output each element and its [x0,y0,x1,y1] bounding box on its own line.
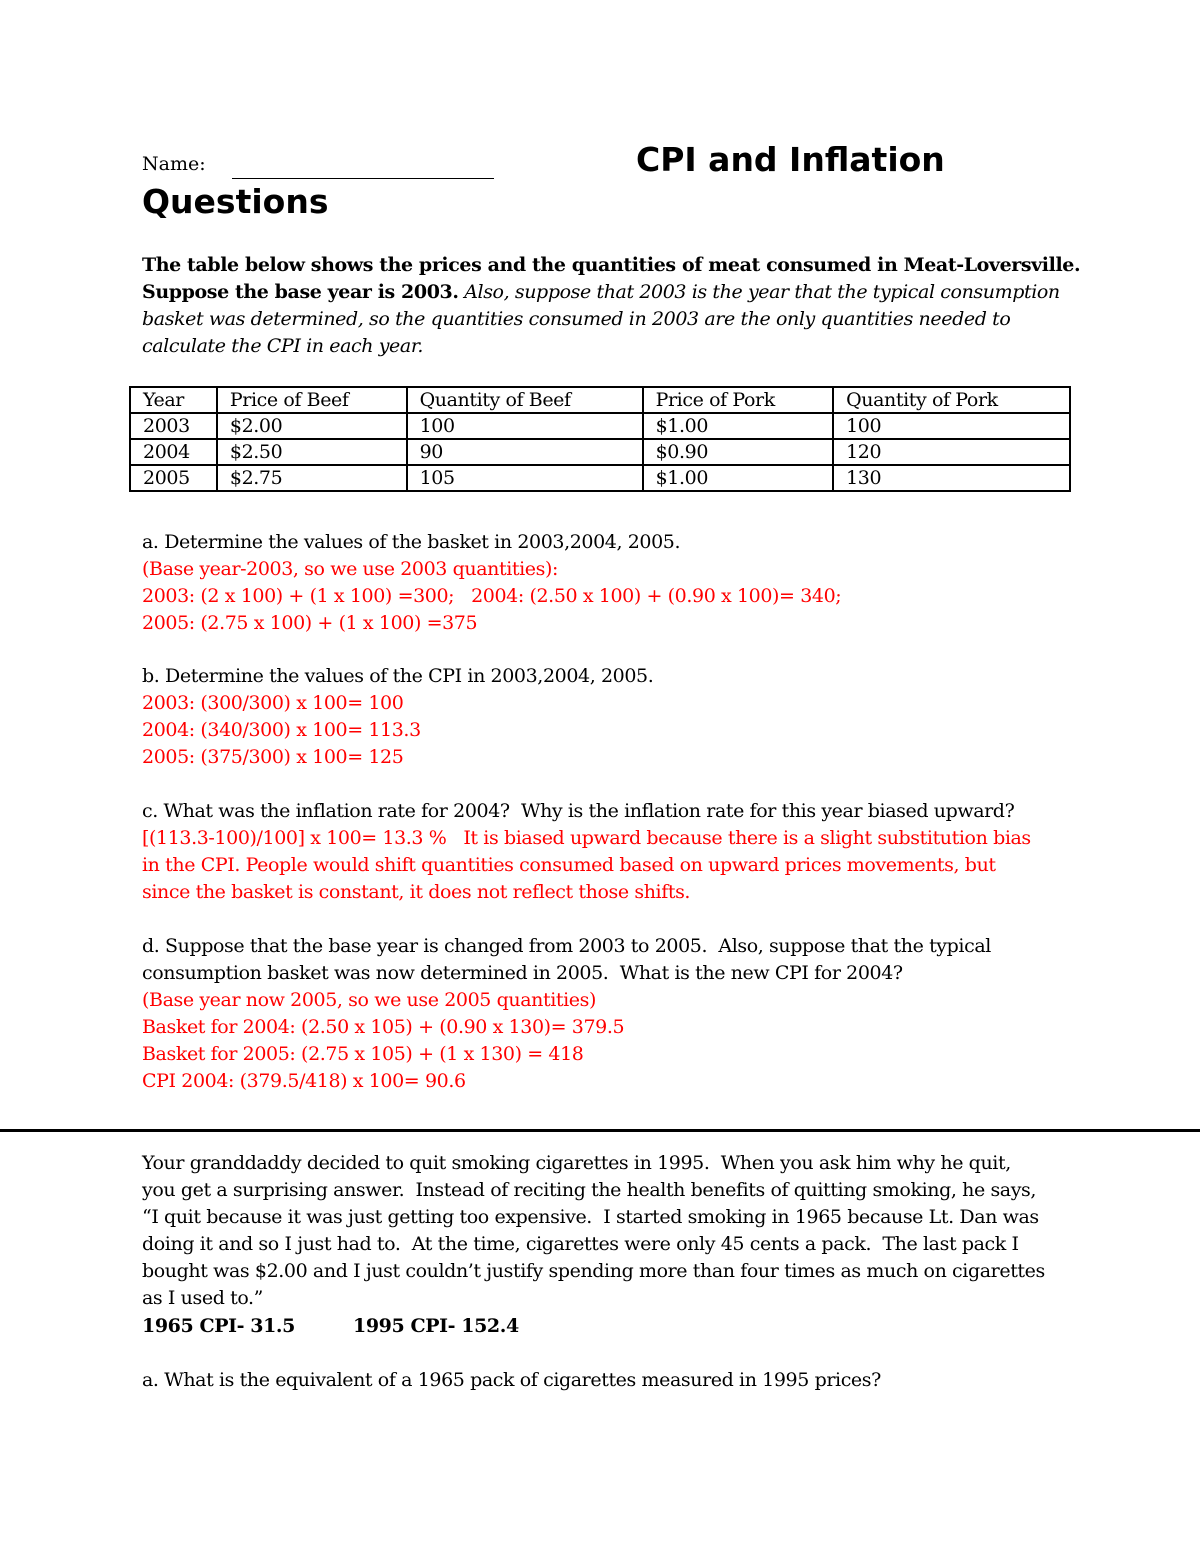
story-line: doing it and so I just had to. At the time, cigarettes were only 45 cents a pack. The last pack I [142,1233,1019,1255]
table-cell: 120 [833,439,1070,465]
page-title: CPI and Inflation [636,140,945,179]
question-a-section [142,529,1092,637]
story-line: you get a surprising answer. Instead of reciting the health benefits of quitting smoking, he says, [142,1179,1037,1201]
page-subtitle: Questions [142,182,329,221]
intro-bold-text: The table below shows the prices and the quantities of meat consumed in Meat-Loversville. Suppose the base year is 2003. [142,254,1081,303]
table-cell: 90 [407,439,643,465]
table-cell: $2.75 [217,465,407,491]
answer-a-line: (Base year-2003, so we use 2003 quantities): [142,558,559,580]
table-cell: 2003 [130,413,217,439]
answer-d-line: CPI 2004: (379.5/418) x 100= 90.6 [142,1070,466,1092]
table-cell: 2005 [130,465,217,491]
answer-b-line: 2005: (375/300) x 100= 125 [142,746,404,768]
story-line: “I quit because it was just getting too expensive. I started smoking in 1965 because Lt. Dan was [142,1206,1039,1228]
table-row [130,439,1070,465]
table-header-row [130,387,1070,413]
table-cell: $1.00 [643,413,833,439]
answer-a-line: 2003: (2 x 100) + (1 x 100) =300; 2004: (2.50 x 100) + (0.90 x 100)= 340; [142,585,842,607]
question-b-section [142,663,1092,771]
question-d-text: consumption basket was now determined in 2005. What is the new CPI for 2004? [142,962,903,984]
question-a-text: a. Determine the values of the basket in 2003,2004, 2005. [142,531,681,553]
story-line: Your granddaddy decided to quit smoking cigarettes in 1995. When you ask him why he quit, [142,1152,1011,1174]
table-header-cell: Year [130,387,217,413]
table-cell: $2.00 [217,413,407,439]
part2-question-a: a. What is the equivalent of a 1965 pack of cigarettes measured in 1995 prices? [142,1369,881,1391]
table-cell: 105 [407,465,643,491]
intro-paragraph [142,252,1092,360]
table-header-cell: Quantity of Pork [833,387,1070,413]
answer-b-line: 2004: (340/300) x 100= 113.3 [142,719,421,741]
answer-d-line: Basket for 2005: (2.75 x 105) + (1 x 130) = 418 [142,1043,584,1065]
table-row [130,465,1070,491]
intro-italic-text: Also, suppose that 2003 is the year that the typical consumption basket was determined, so the quantities consumed in 2003 are the only quantities needed to calculate the CPI in each year. [142,281,1060,357]
answer-c-line: since the basket is constant, it does not reflect those shifts. [142,881,691,903]
table-cell: $0.90 [643,439,833,465]
table-header-cell: Price of Beef [217,387,407,413]
table-cell: 130 [833,465,1070,491]
cpi-1995: 1995 CPI- 152.4 [353,1315,519,1337]
table-header-cell: Price of Pork [643,387,833,413]
name-blank-line[interactable] [232,178,494,179]
table-row [130,413,1070,439]
answer-d-line: Basket for 2004: (2.50 x 105) + (0.90 x 130)= 379.5 [142,1016,625,1038]
question-d-text: d. Suppose that the base year is changed from 2003 to 2005. Also, suppose that the typical [142,935,991,957]
section-divider [0,1129,1200,1132]
question-d-section [142,933,1092,1095]
table-cell: $2.50 [217,439,407,465]
story-line: bought was $2.00 and I just couldn’t justify spending more than four times as much on cigarettes [142,1260,1045,1282]
question-c-section [142,798,1092,906]
answer-c-line: [(113.3-100)/100] x 100= 13.3 % It is biased upward because there is a slight substitution bias [142,827,1031,849]
answer-c-line: in the CPI. People would shift quantities consumed based on upward prices movements, but [142,854,996,876]
answer-b-line: 2003: (300/300) x 100= 100 [142,692,404,714]
table-cell: $1.00 [643,465,833,491]
story-line: as I used to.” [142,1287,263,1309]
question-b-text: b. Determine the values of the CPI in 2003,2004, 2005. [142,665,654,687]
table-cell: 2004 [130,439,217,465]
table-cell: 100 [407,413,643,439]
question-c-text: c. What was the inflation rate for 2004? Why is the inflation rate for this year biased upward? [142,800,1015,822]
meat-price-table [129,386,1071,492]
cigarette-story [142,1150,1092,1312]
cpi-1965: 1965 CPI- 31.5 [142,1315,295,1337]
name-label: Name: [142,153,206,175]
table-cell: 100 [833,413,1070,439]
table-header-cell: Quantity of Beef [407,387,643,413]
answer-d-line: (Base year now 2005, so we use 2005 quantities) [142,989,597,1011]
answer-a-line: 2005: (2.75 x 100) + (1 x 100) =375 [142,612,478,634]
